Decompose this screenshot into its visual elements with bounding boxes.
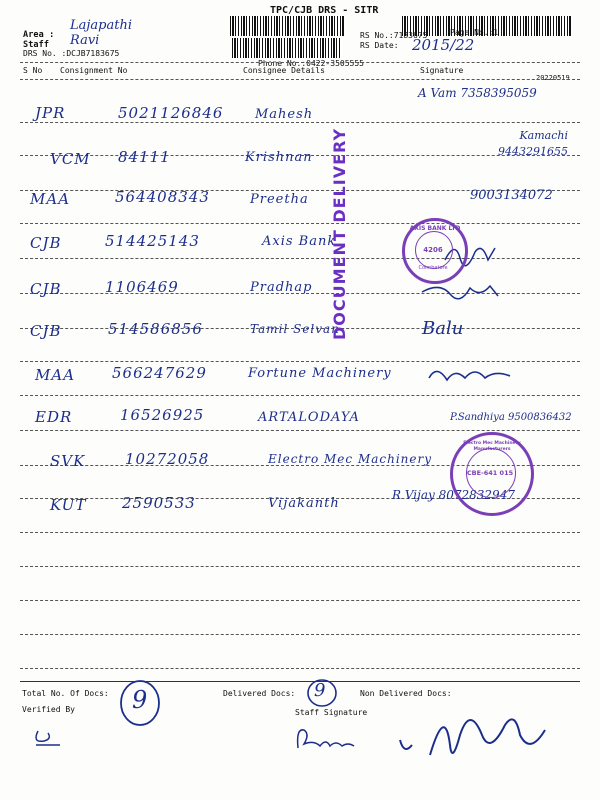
document-title: TPC/CJB DRS - SITR — [270, 5, 379, 16]
row-8-consignee: ARTALODAYA — [258, 410, 360, 425]
staff-signature-label: Staff Signature — [295, 708, 368, 717]
row-10-code: KUT — [50, 496, 87, 514]
area-label: Area : — [23, 30, 55, 40]
company-stamp: Electro Mec Machinery Manufacturers CBE-641 015 — [450, 432, 534, 516]
axis-bank-stamp: AXIS BANK LTD 4206 Coimbatore — [402, 218, 468, 284]
row-3-number: 564408343 — [115, 188, 210, 206]
row-3-consignee: Preetha — [250, 192, 309, 207]
non-delivered-docs-label: Non Delivered Docs: — [360, 689, 452, 698]
row-6-consignee: Tamil Selvan — [250, 322, 340, 336]
row-7-consignee: Fortune Machinery — [248, 366, 392, 381]
delivered-docs-label: Delivered Docs: — [223, 689, 296, 698]
row-1-signature: A Vam 7358395059 — [418, 86, 537, 100]
row-5-consignee: Pradhap — [250, 280, 313, 295]
staff-signature — [290, 720, 360, 755]
rs-number: RS No.:7183675 — [360, 31, 428, 40]
row-7-code: MAA — [35, 366, 76, 384]
row-10-number: 2590533 — [122, 494, 196, 512]
rs-date-label: RS Date: — [360, 41, 399, 50]
staff-value: Ravi — [70, 33, 100, 48]
row-1-number: 5021126846 — [118, 104, 224, 122]
row-3-signature: 9003134072 — [470, 188, 553, 203]
verifier-signature — [30, 725, 70, 750]
phone-number: Phone No.:0422-3505555 — [258, 59, 364, 68]
total-docs-value: 9 — [132, 686, 148, 714]
row-9-code: SVK — [50, 452, 86, 470]
row-3-code: MAA — [30, 190, 71, 208]
row-9-number: 10272058 — [125, 450, 210, 468]
row-9-consignee: Electro Mec Machinery — [268, 452, 433, 466]
row-line — [20, 566, 580, 567]
row-8-number: 16526925 — [120, 406, 205, 424]
row-line — [20, 668, 580, 669]
row-line — [20, 395, 580, 396]
row-line — [20, 430, 580, 431]
row-4-consignee: Axis Bank — [262, 234, 337, 249]
row-2-signature: Kamachi 9443291655 — [498, 129, 568, 158]
footer-divider — [20, 681, 580, 682]
row-6-number: 514586856 — [108, 320, 203, 338]
rs-date-value: 2015/22 — [412, 36, 475, 54]
verified-by-label: Verified By — [22, 705, 75, 714]
row-line — [20, 600, 580, 601]
row-10-consignee: Vijakanth — [268, 496, 340, 511]
row-5-number: 1106469 — [105, 278, 179, 296]
signature-scribble — [425, 362, 515, 387]
delivered-docs-value: 9 — [314, 680, 326, 701]
large-signature — [390, 695, 560, 770]
row-2-number: 84111 — [118, 148, 171, 166]
row-line — [20, 122, 580, 123]
row-6-code: CJB — [30, 322, 62, 340]
row-line — [20, 532, 580, 533]
col-sno: S No — [23, 66, 43, 75]
document-delivery-stamp: DOCUMENT DELIVERY — [330, 127, 349, 340]
row-7-number: 566247629 — [112, 364, 207, 382]
row-8-signature: P.Sandhiya 9500836432 — [450, 412, 572, 423]
row-8-code: EDR — [35, 408, 73, 426]
staff-label: Staff — [23, 40, 50, 50]
row-line — [20, 634, 580, 635]
row-4-number: 514425143 — [105, 232, 200, 250]
area-value: Lajapathi — [70, 18, 132, 33]
col-signature: Signature — [420, 66, 464, 75]
row-line — [20, 223, 580, 224]
column-divider — [20, 79, 580, 80]
print-code: 20220519 — [536, 74, 570, 82]
header-divider — [20, 62, 580, 63]
row-10-signature: R Vijay 8072832947 — [392, 488, 515, 502]
page-number: Page No.:1 — [450, 28, 499, 37]
col-consignee: Consignee Details — [243, 66, 325, 75]
col-consignment: Consignment No — [60, 66, 128, 75]
row-4-code: CJB — [30, 234, 62, 252]
barcode-left — [230, 16, 345, 36]
row-5-code: CJB — [30, 280, 62, 298]
row-1-code: JPR — [35, 104, 66, 122]
barcode-left-lower — [232, 38, 342, 58]
row-2-code: VCM — [50, 150, 91, 168]
row-2-consignee: Krishnan — [245, 150, 313, 165]
row-1-consignee: Mahesh — [255, 107, 314, 122]
total-docs-label: Total No. Of Docs: — [22, 689, 109, 698]
row-6-signature: Balu — [422, 318, 464, 339]
drs-number: DRS No. :DCJB7183675 — [23, 49, 120, 58]
